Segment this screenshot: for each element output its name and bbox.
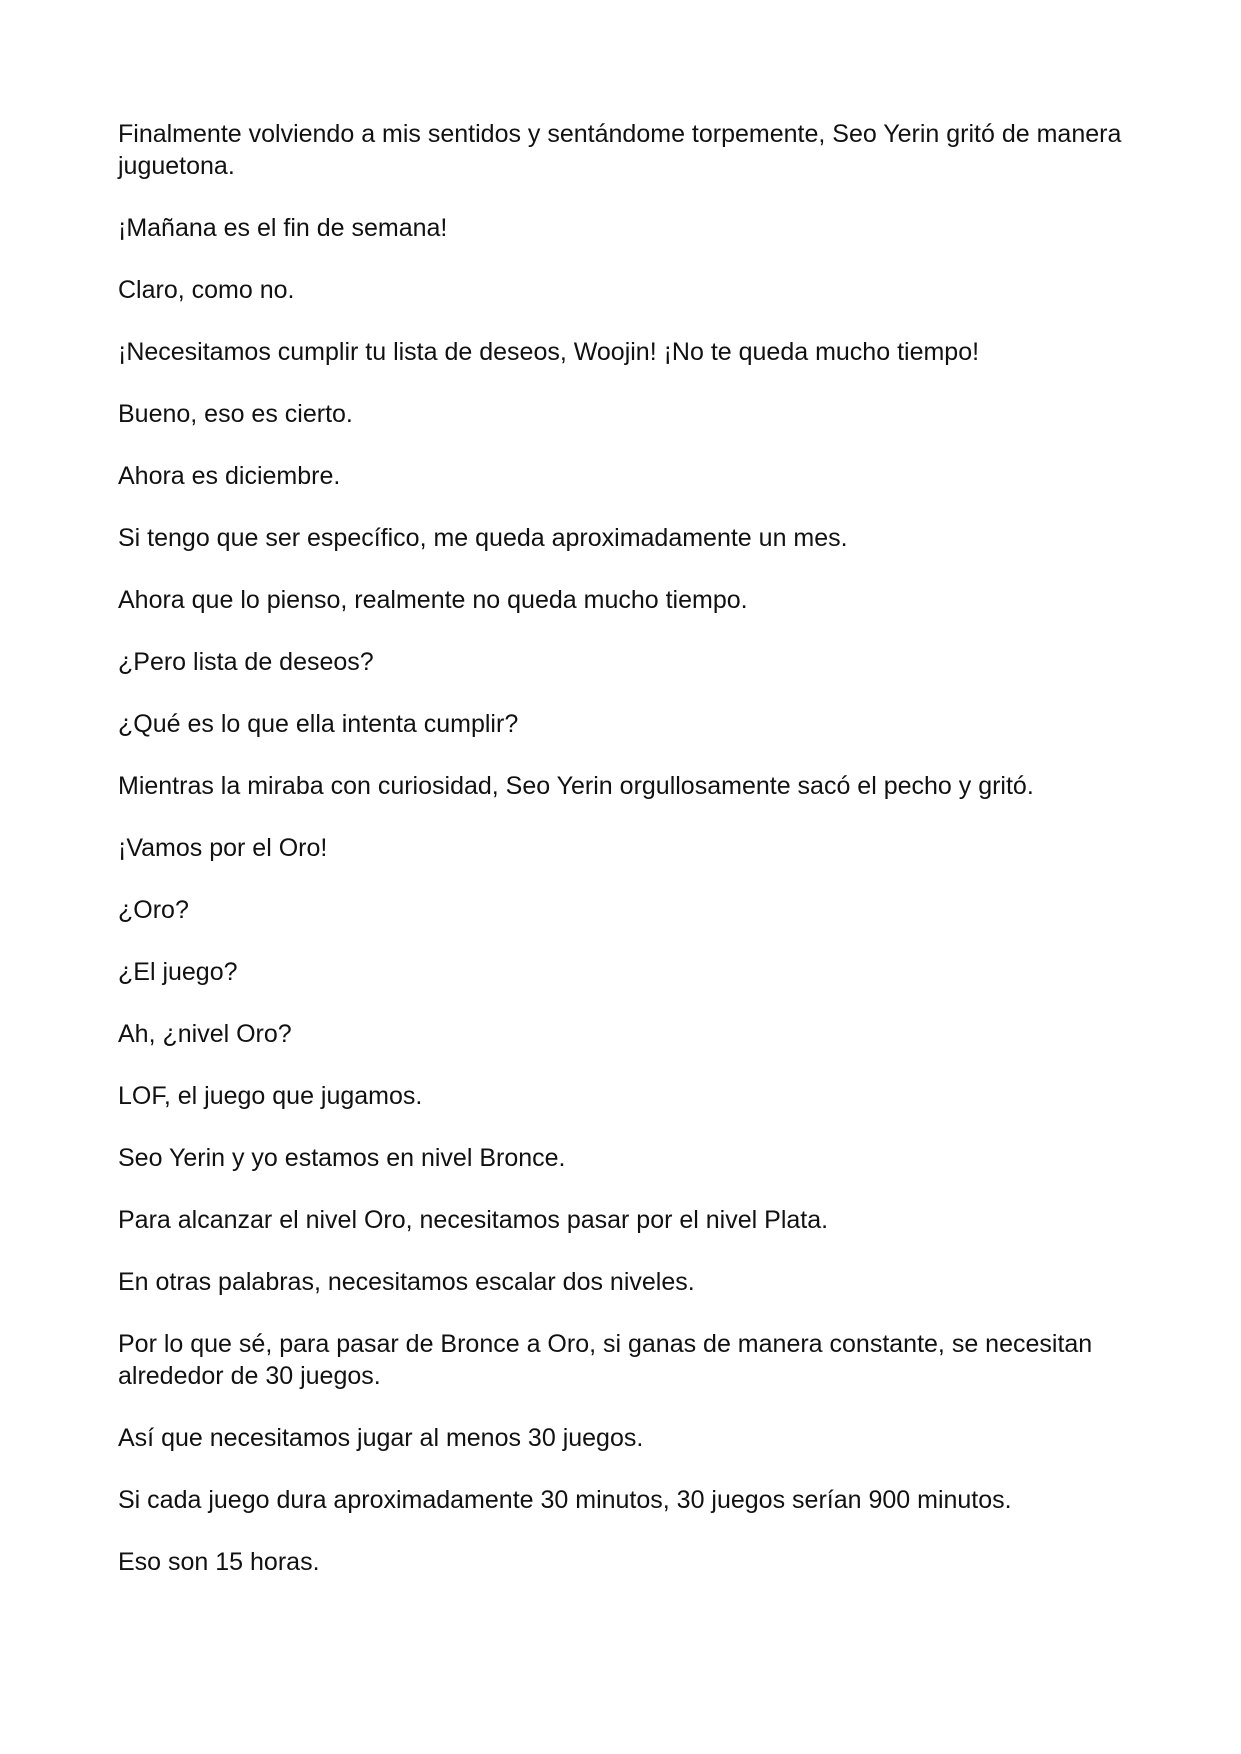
paragraph: Ahora es diciembre. <box>118 462 341 490</box>
paragraph: ¡Mañana es el fin de semana! <box>118 214 448 242</box>
paragraph: ¿Pero lista de deseos? <box>118 648 374 676</box>
paragraph: Eso son 15 horas. <box>118 1548 320 1576</box>
paragraph: ¿El juego? <box>118 958 238 986</box>
paragraph: Claro, como no. <box>118 276 295 304</box>
paragraph: Si cada juego dura aproximadamente 30 minutos, 30 juegos serían 900 minutos. <box>118 1486 1012 1514</box>
paragraph: ¿Oro? <box>118 896 189 924</box>
paragraph: En otras palabras, necesitamos escalar dos niveles. <box>118 1268 695 1296</box>
paragraph: Si tengo que ser específico, me queda aproximadamente un mes. <box>118 524 848 552</box>
paragraph: Ahora que lo pienso, realmente no queda mucho tiempo. <box>118 586 748 614</box>
paragraph: Finalmente volviendo a mis sentidos y sentándome torpemente, Seo Yerin gritó de manera juguetona. <box>118 120 1122 180</box>
paragraph: Ah, ¿nivel Oro? <box>118 1020 292 1048</box>
paragraph: ¡Vamos por el Oro! <box>118 834 328 862</box>
paragraph: LOF, el juego que jugamos. <box>118 1082 423 1110</box>
paragraph: Seo Yerin y yo estamos en nivel Bronce. <box>118 1144 566 1172</box>
paragraph: Mientras la miraba con curiosidad, Seo Yerin orgullosamente sacó el pecho y gritó. <box>118 772 1034 800</box>
paragraph: ¡Necesitamos cumplir tu lista de deseos, Woojin! ¡No te queda mucho tiempo! <box>118 338 980 366</box>
document-body <box>118 118 1128 1608</box>
paragraph: Así que necesitamos jugar al menos 30 juegos. <box>118 1424 644 1452</box>
paragraph: Para alcanzar el nivel Oro, necesitamos pasar por el nivel Plata. <box>118 1206 829 1234</box>
paragraph: Por lo que sé, para pasar de Bronce a Oro, si ganas de manera constante, se necesitan alrededor de 30 juegos. <box>118 1330 1093 1390</box>
paragraph: Bueno, eso es cierto. <box>118 400 353 428</box>
paragraph: ¿Qué es lo que ella intenta cumplir? <box>118 710 519 738</box>
